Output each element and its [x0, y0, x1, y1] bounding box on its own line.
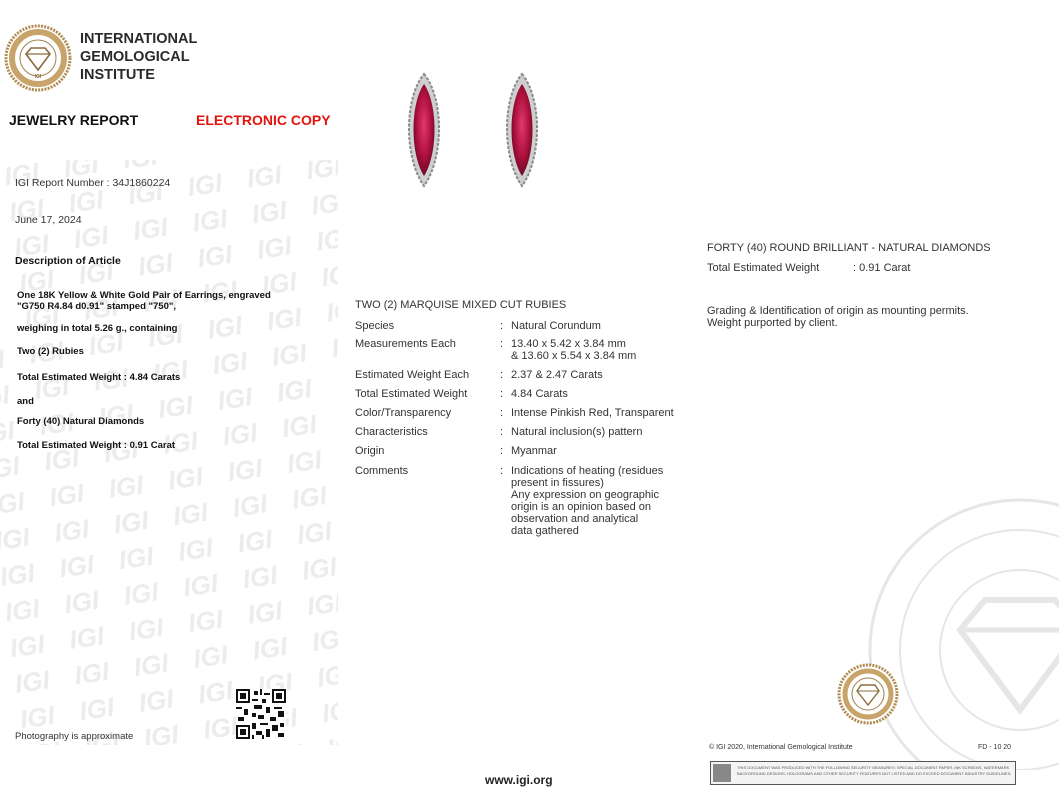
description-line: Two (2) Rubies: [17, 346, 84, 357]
row-value: Intense Pinkish Red, Transparent: [511, 407, 674, 419]
row-separator: :: [500, 426, 504, 438]
diamonds-heading: FORTY (40) ROUND BRILLIANT - NATURAL DIAMONDS: [707, 242, 991, 254]
electronic-copy-label: ELECTRONIC COPY: [196, 112, 331, 128]
row-value: 4.84 Carats: [511, 388, 568, 400]
seal-watermark-icon: [850, 470, 1059, 770]
row-value: Indications of heating (residues present in fissures) Any expression on geographic origin is an opinion based on observation and analytical data gathered: [511, 465, 664, 537]
report-title: JEWELRY REPORT: [9, 112, 139, 128]
description-line: Forty (40) Natural Diamonds: [17, 416, 145, 427]
row-label: Estimated Weight Each: [355, 369, 470, 381]
background-pattern: [0, 160, 338, 745]
security-notice: [710, 761, 1016, 785]
row-label: Color/Transparency: [355, 407, 452, 419]
row-separator: :: [500, 465, 504, 477]
earrings-photo: [388, 68, 568, 193]
diamonds-weight-value: : 0.91 Carat: [853, 262, 911, 274]
document-security-icon: [713, 764, 731, 782]
description-line: and: [17, 396, 34, 407]
description-line: "G750 R4.84 d0.91" stamped "750",: [17, 301, 177, 312]
qr-code-icon: [236, 689, 286, 739]
row-separator: :: [500, 388, 504, 400]
description-heading: Description of Article: [15, 255, 121, 267]
form-code: FD - 10 20: [978, 744, 1012, 751]
description-line: Total Estimated Weight : 0.91 Carat: [17, 440, 176, 451]
institute-line-1: INTERNATIONAL: [80, 31, 198, 47]
row-label: Total Estimated Weight: [355, 388, 468, 400]
row-value: 13.40 x 5.42 x 3.84 mm & 13.60 x 5.54 x 3.84 mm: [511, 338, 637, 362]
igi-seal-icon: [837, 663, 899, 725]
row-separator: :: [500, 369, 504, 381]
igi-pattern-svg: [0, 160, 338, 745]
institute-line-2: GEMOLOGICAL: [80, 49, 190, 65]
row-label: Characteristics: [355, 426, 428, 438]
rubies-heading: TWO (2) MARQUISE MIXED CUT RUBIES: [355, 299, 567, 311]
igi-seal-icon: [4, 24, 72, 92]
row-label: Species: [355, 320, 395, 332]
institute-name: [80, 30, 197, 84]
security-notice-text: THIS DOCUMENT WAS PRODUCED WITH THE FOLLOWING SECURITY MEASURES: SPECIAL DOCUMENT PAPER, INK SCREENS, WATERMARK BACKGROUND DESIGNS, HOLOGRAMS AND OTHER SECURITY FEATURES NOT LISTED AND DO EXCEED DOCUMENT INDUSTRY GUIDELINES.: [737, 765, 1012, 776]
row-value: Myanmar: [511, 445, 557, 457]
description-line: weighing in total 5.26 g., containing: [17, 323, 178, 334]
row-separator: :: [500, 445, 504, 457]
institute-line-3: INSTITUTE: [80, 67, 155, 83]
earring-right: [507, 74, 537, 186]
row-value: Natural Corundum: [511, 320, 601, 332]
earring-left: [409, 74, 439, 186]
svg-text:IGI: IGI: [34, 74, 42, 80]
report-number: IGI Report Number : 34J1860224: [15, 177, 171, 189]
grading-note-line: Grading & Identification of origin as mounting permits.: [707, 305, 969, 317]
photography-note: Photography is approximate: [15, 731, 134, 742]
diamonds-weight-label: Total Estimated Weight: [707, 262, 820, 274]
description-line: One 18K Yellow & White Gold Pair of Earrings, engraved: [17, 290, 271, 301]
grading-note-line: Weight purported by client.: [707, 317, 838, 329]
website-link[interactable]: www.igi.org: [485, 773, 553, 787]
row-separator: :: [500, 407, 504, 419]
row-label: Comments: [355, 465, 409, 477]
row-separator: :: [500, 338, 504, 350]
description-line: Total Estimated Weight : 4.84 Carats: [17, 372, 181, 383]
row-separator: :: [500, 320, 504, 332]
row-value: 2.37 & 2.47 Carats: [511, 369, 603, 381]
row-value: Natural inclusion(s) pattern: [511, 426, 643, 438]
copyright-text: © IGI 2020, International Gemological Institute: [709, 744, 853, 751]
row-label: Measurements Each: [355, 338, 456, 350]
report-date: June 17, 2024: [15, 214, 82, 226]
row-label: Origin: [355, 445, 385, 457]
